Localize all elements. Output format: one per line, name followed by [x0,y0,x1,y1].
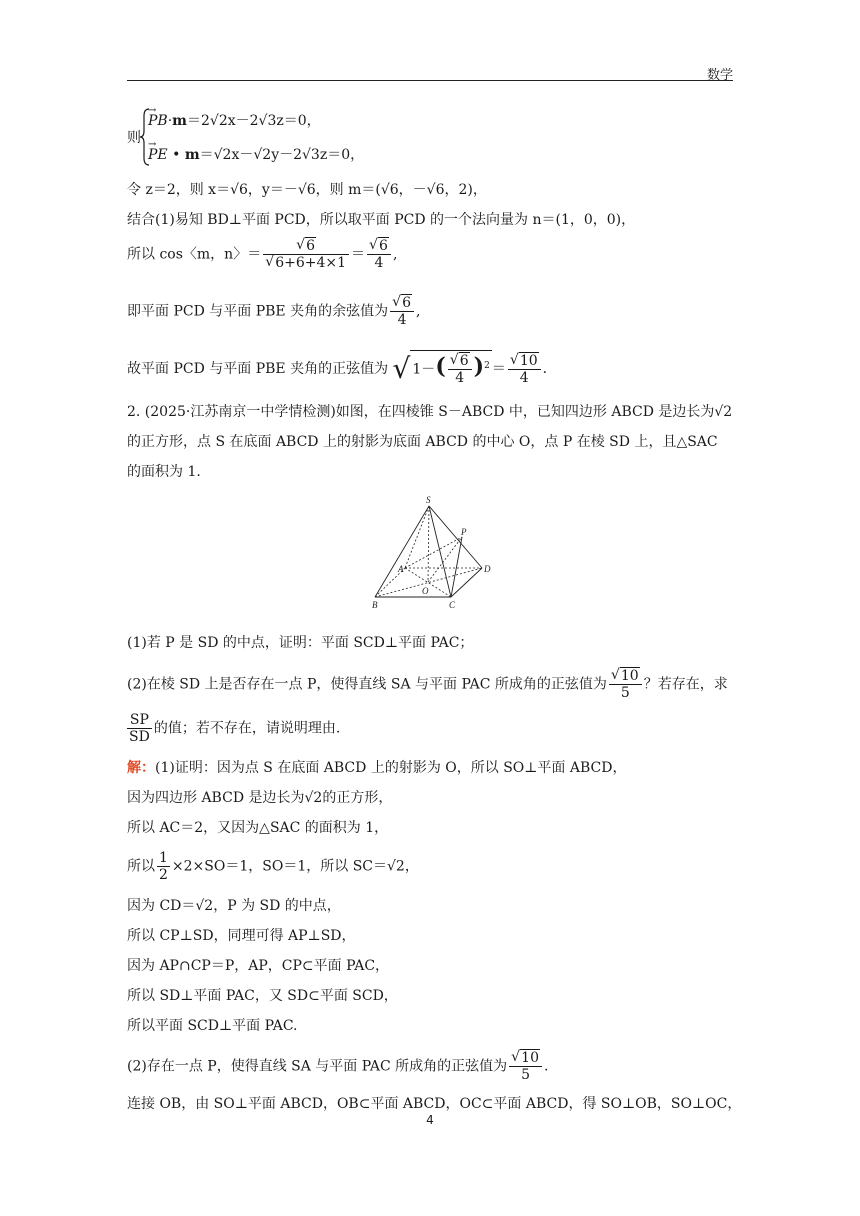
q2-suffix: ？若存在，求 [643,676,728,693]
half-fraction: $\frac{1}{2}$ [159,850,168,883]
label-s: S [426,495,431,505]
equation-pe: → PE • m＝√2x－√2y－2√3z＝0， [148,145,364,165]
solution-line2: 因为四边形 ABCD 是边长为√2的正方形， [127,790,393,806]
sine-result [508,353,541,386]
solution-l1: (1)证明：因为点 S 在底面 ABCD 上的射影为 O，所以 SO⊥平面 ABCD， [155,760,627,776]
vector-pb: → PB [148,111,168,131]
edge-sa [405,506,429,568]
edge-sb [375,506,429,597]
cosine-num: 6 [402,295,412,311]
sp-num: SP [127,712,152,729]
cos-result [367,238,391,271]
question-2 [127,668,728,701]
q2-prefix: (2)在棱 SD 上是否存在一点 P，使得直线 SA 与平面 PAC 所成角的正弦值为 [127,676,607,693]
cosine-prefix: 即平面 PCD 与平面 PBE 夹角的余弦值为 [127,303,389,320]
q2-fraction: √ $\frac{10}{5}$ [609,668,642,701]
solution-line10: (2)存在一点 P，使得直线 SA 与平面 PAC 所成角的正弦值为 √ $\frac{10}{5}$ . [127,1050,548,1083]
then-label: 则 [127,130,141,146]
cos-num: 6 [306,238,316,254]
solution-line11: 连接 OB，由 SO⊥平面 ABCD，OB⊂平面 ABCD，OC⊂平面 ABCD，得 SO⊥OB，SO⊥OC， [127,1096,742,1112]
question-1: (1)若 P 是 SD 的中点，证明：平面 SCD⊥平面 PAC； [127,635,474,651]
problem2-line1: 2. (2025·江苏南京一中学情检测)如图，在四棱锥 S－ABCD 中，已知四边形 ABCD 是边长为√2 [127,404,733,420]
problem2-line3: 的面积为 1. [127,464,201,480]
edge-op [428,537,462,582]
l10-prefix: (2)存在一点 P，使得直线 SA 与平面 PAC 所成角的正弦值为 [127,1058,508,1075]
cosine-fraction [390,295,414,328]
solution-line3: 所以 AC＝2，又因为△SAC 的面积为 1， [127,820,389,836]
cos-result-den: 4 [374,255,384,271]
header-subject: 数学 [706,68,733,83]
line-normal-n: 结合(1)易知 BD⊥平面 PCD，所以取平面 PCD 的一个法向量为 n＝(1，0，0)， [127,212,636,228]
line-cos: 所以 cos〈m，n〉＝ √ 6 √ 6+6+4×1 ＝ √ $\frac{6}{4}$ , [127,238,397,271]
vector-pe: → PE [148,145,168,165]
solution-line6: 所以 CP⊥SD，同理可得 AP⊥SD， [127,928,356,944]
cos-prefix: 所以 cos〈m，n〉＝ [127,246,262,263]
sine-result-num: 10 [519,352,538,369]
edge-sc [429,506,451,597]
cos-fraction [263,238,349,271]
q2-end: 的值；若不存在，请说明理由. [153,720,341,737]
label-c: C [449,600,456,610]
label-b: B [372,600,378,610]
edge-ap [405,537,462,568]
inner-num: 6 [459,353,469,369]
cos-den: 6+6+4×1 [275,255,347,271]
line-let-z: 令 z＝2，则 x＝√6，y＝－√6，则 m＝(√6，－√6，2)， [127,182,487,198]
solution-line9: 所以平面 SCD⊥平面 PAC. [127,1018,298,1034]
solution-line1 [127,758,626,778]
label-o: O [422,586,429,596]
l10-fraction: √ $\frac{10}{5}$ [509,1050,542,1083]
sine-prefix: 故平面 PCD 与平面 PBE 夹角的正弦值为 [127,361,389,377]
label-p: P [461,527,467,537]
big-radical: √ [392,352,411,385]
equation-pb: → PB·m＝2√2x－2√3z＝0， [148,111,321,131]
page-header [127,64,733,83]
header-rule [127,80,733,81]
line-sine-value: 故平面 PCD 与平面 PBE 夹角的正弦值为 √ 1－( √ $\frac{6}{4}$ )$^2$ ＝ √ $\frac{10}{4}$ . [127,350,547,388]
label-a: A [398,564,404,574]
label-d: D [484,564,491,574]
page-number: 4 [426,1113,434,1127]
sp-over-sd [127,712,152,745]
cosine-den: 4 [397,312,407,328]
pyramid-figure [365,492,500,612]
sd-den: SD [129,729,150,745]
question-2-cont [127,712,340,745]
radicand: 1－( √ $\frac{6}{4}$ )$^2$ [410,350,491,388]
solution-line4 [127,850,419,883]
inner-den: 4 [455,370,465,386]
line-cosine-value: 即平面 PCD 与平面 PBE 夹角的余弦值为 √ $\frac{6}{4}$ , [127,295,420,328]
l4-prefix: 所以 [127,858,155,875]
sine-result-den: 4 [519,369,529,386]
equation-pe-rhs: ＝√2x－√2y－2√3z＝0， [199,147,365,163]
solution-line5: 因为 CD＝√2，P 为 SD 的中点， [127,898,341,914]
equation-pb-rhs: ＝2√2x－2√3z＝0， [187,113,321,129]
problem2-line2: 的正方形，点 S 在底面 ABCD 上的射影为底面 ABCD 的中心 O，点 P 在棱 SD 上，且△SAC [127,434,718,450]
height-so [428,506,429,582]
cos-result-num: 6 [379,238,388,254]
solution-line7: 因为 AP∩CP＝P，AP，CP⊂平面 PAC， [127,958,390,974]
solution-label: 解： [127,760,155,776]
l4-suffix: ×2×SO＝1，SO＝1，所以 SC＝√2， [171,858,419,875]
solution-line8: 所以 SD⊥平面 PAC，又 SD⊂平面 SCD， [127,988,398,1004]
